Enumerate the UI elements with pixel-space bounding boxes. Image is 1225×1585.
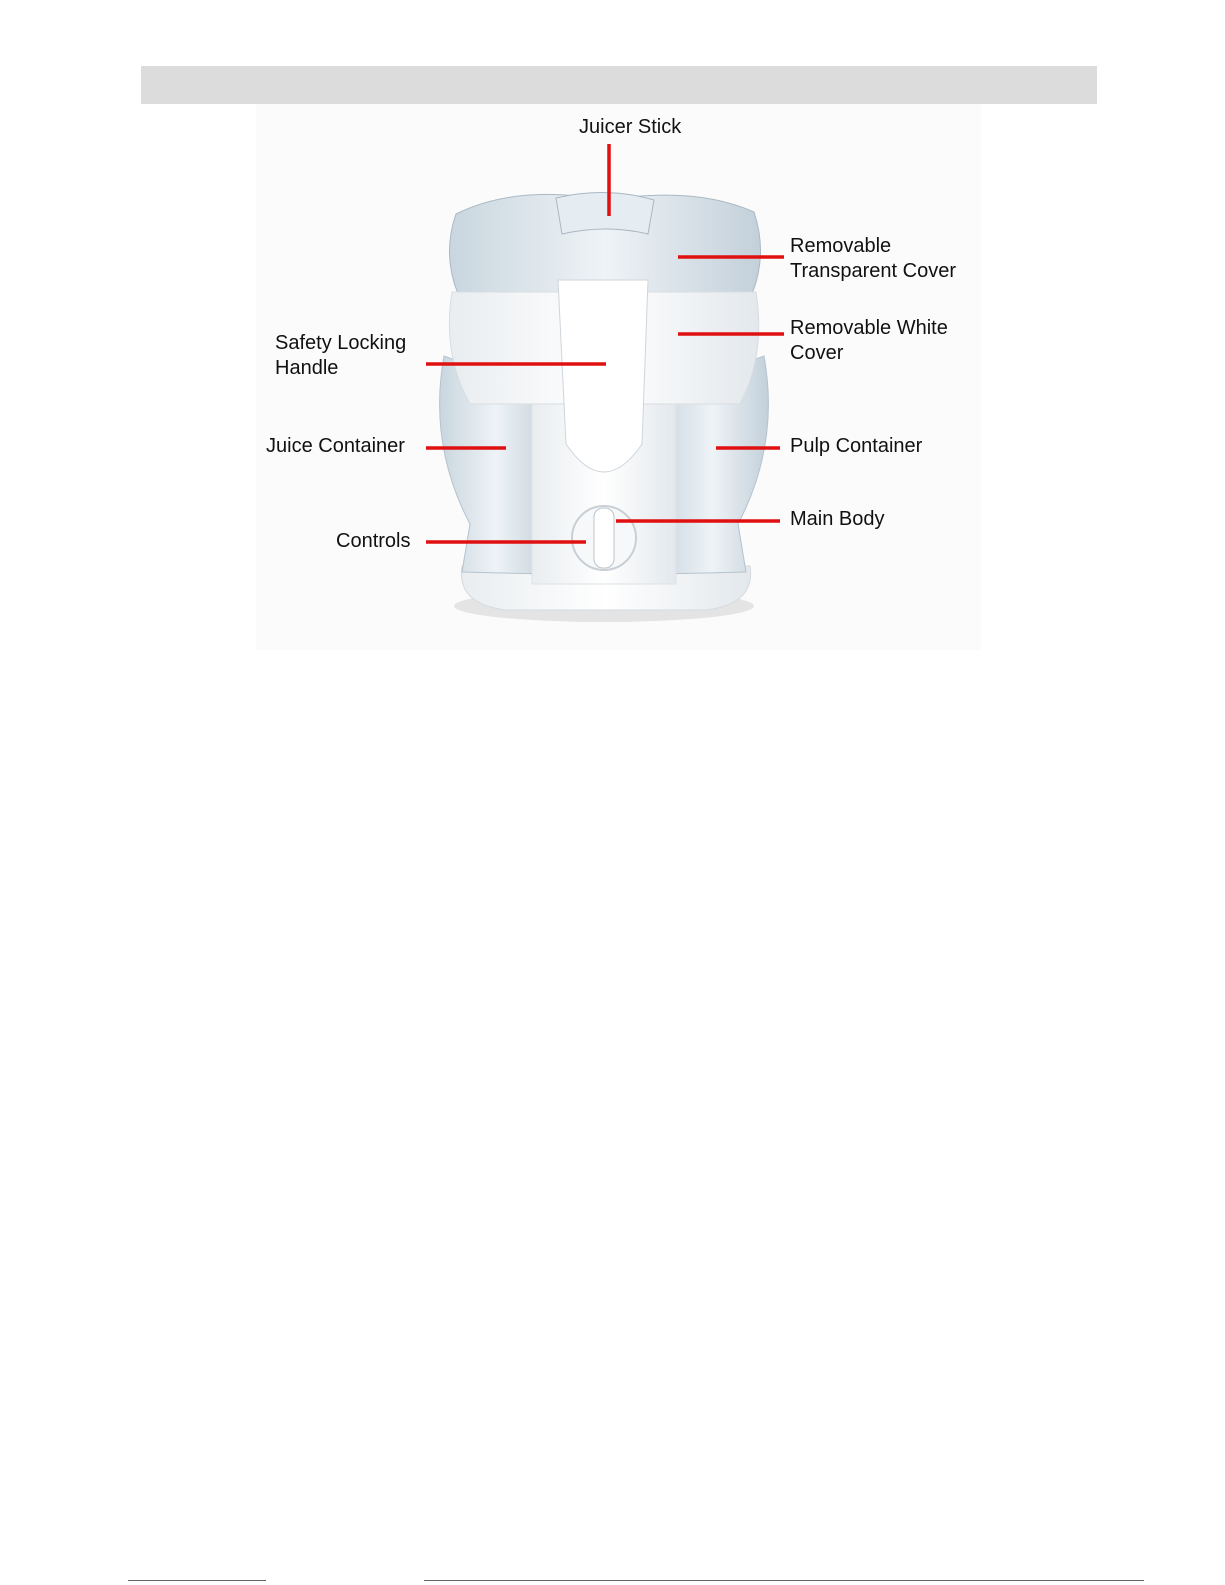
controls-dial [594, 508, 614, 568]
juicer-photo [256, 104, 981, 650]
label-main-body [790, 507, 885, 532]
label-transparent-cover [790, 234, 956, 284]
label-line: Main Body [790, 508, 885, 530]
label-line: Safety Locking [275, 332, 407, 354]
label-line: Juicer Stick [579, 116, 682, 138]
label-line: Juice Container [266, 435, 405, 457]
label-safety-handle [275, 331, 406, 381]
label-line: Removable White [790, 317, 948, 339]
label-line: Removable [790, 235, 892, 257]
label-line: Handle [275, 357, 339, 379]
footer-rule-right [424, 1580, 1144, 1581]
header-bar [141, 66, 1097, 104]
safety-handle-shape [558, 280, 648, 472]
label-juicer-stick [579, 115, 681, 140]
label-line: Transparent Cover [790, 260, 956, 282]
label-line: Controls [336, 530, 411, 552]
juicer-stick-shape [556, 192, 654, 234]
footer-rule-left [128, 1580, 266, 1581]
label-white-cover [790, 316, 948, 366]
label-controls [336, 529, 410, 554]
label-line: Pulp Container [790, 435, 923, 457]
label-line: Cover [790, 342, 844, 364]
label-pulp-container [790, 434, 922, 459]
label-juice-container [266, 434, 405, 459]
